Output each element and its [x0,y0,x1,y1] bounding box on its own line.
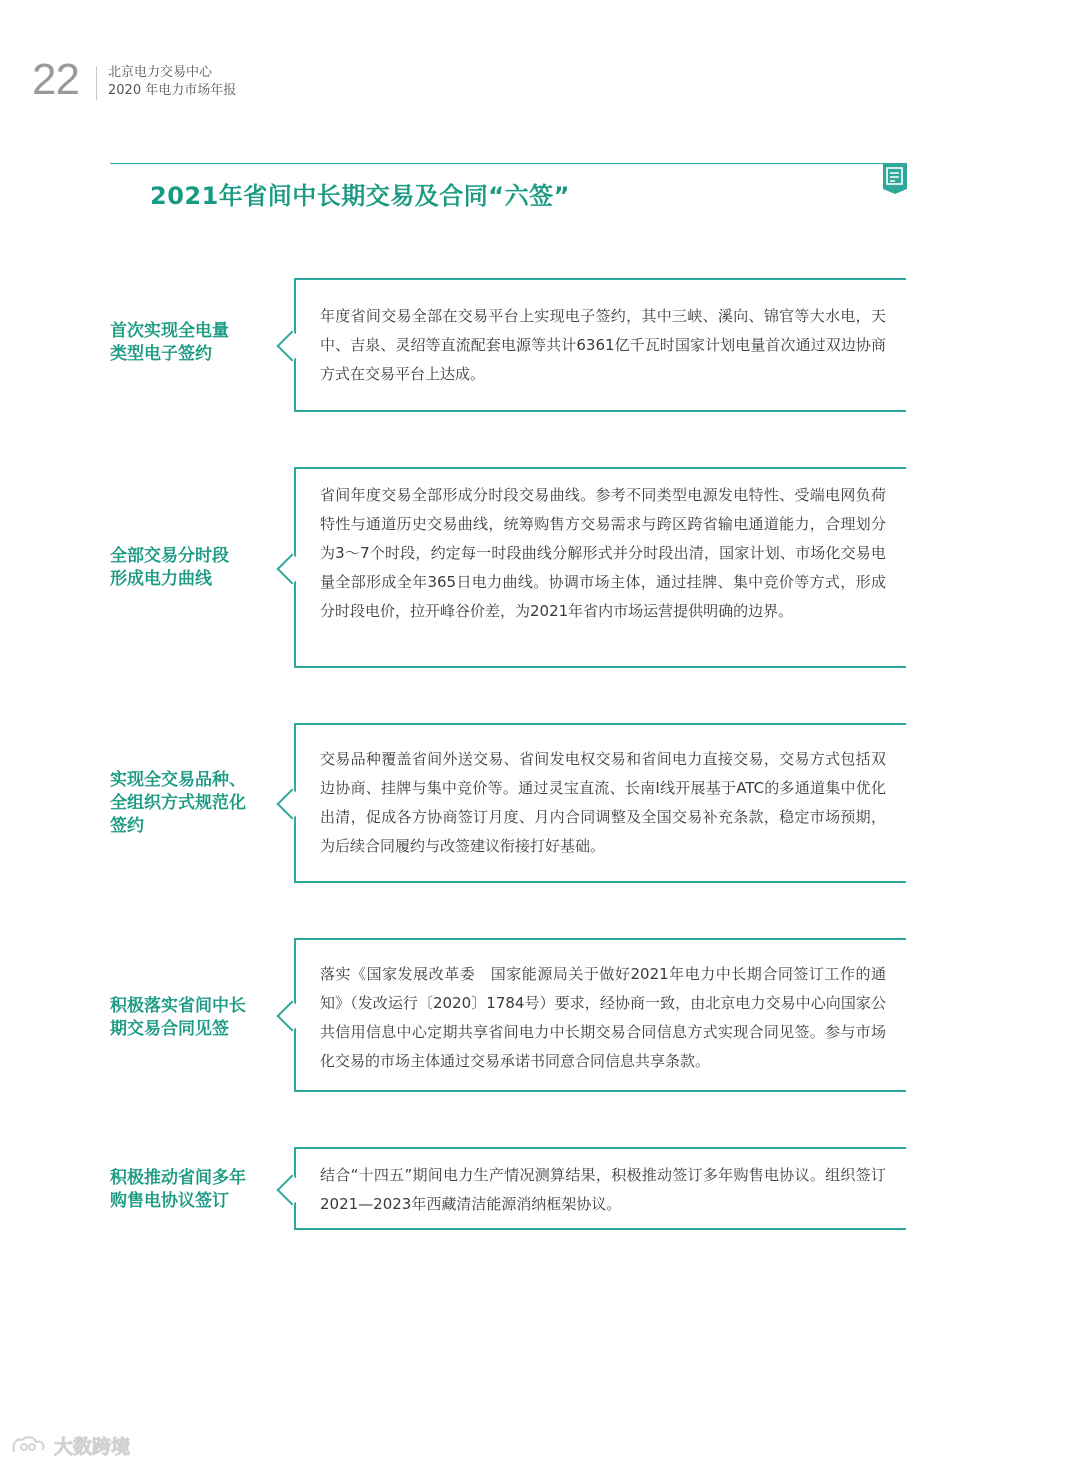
item-heading-line: 形成电力曲线 [110,569,212,589]
item-heading-line: 全部交易分时段 [110,546,229,566]
item-box-2 [294,467,906,668]
watermark-logo-icon [10,1432,50,1458]
box-pointer [276,788,307,819]
box-pointer [276,553,307,584]
header-report: 2020 年电力市场年报 [108,83,237,98]
item-text-3: 交易品种覆盖省间外送交易、省间发电权交易和省间电力直接交易，交易方式包括双边协商、挂牌与集中竞价等。通过灵宝直流、长南I线开展基于ATC的多通道集中优化出清，促成各方协商签订月度、月内合同调整及全国交易补充条款，稳定市场预期，为后续合同履约与改签建议衔接打好基础。 [320,750,886,855]
header-text [108,64,236,100]
main-title: 2021年省间中长期交易及合同“六签” [150,182,570,210]
item-heading-3 [110,769,275,838]
item-box-3 [294,723,906,883]
item-heading-line: 积极推动省间多年 [110,1168,246,1188]
item-box-5 [294,1147,906,1230]
box-pointer [276,1174,307,1205]
item-heading-line: 积极落实省间中长 [110,996,246,1016]
item-heading-5 [110,1167,275,1213]
item-box-4 [294,938,906,1092]
item-heading-line: 期交易合同见签 [110,1019,229,1039]
watermark [10,1430,130,1460]
item-text-2: 省间年度交易全部形成分时段交易曲线。参考不同类型电源发电特性、受端电网负荷特性与通道历史交易曲线，统筹购售方交易需求与跨区跨省输电通道能力，合理划分为3～7个时段，约定每一时段曲线分解形式并分时段出清，国家计划、市场化交易电量全部形成全年365日电力曲线。协调市场主体，通过挂牌、集中竞价等方式，形成分时段电价，拉开峰谷价差，为2021年省内市场运营提供明确的边界。 [320,486,886,620]
title-rule [110,163,906,164]
item-heading-2 [110,545,275,591]
item-text-4: 落实《国家发展改革委 国家能源局关于做好2021年电力中长期合同签订工作的通知》（发改运行〔2020〕1784号）要求，经协商一致，由北京电力交易中心向国家公共信用信息中心定期共享省间电力中长期交易合同信息方式实现合同见签。参与市场化交易的市场主体通过交易承诺书同意合同信息共享条款。 [320,965,886,1070]
box-pointer [276,330,307,361]
item-heading-line: 类型电子签约 [110,344,212,364]
watermark-text: 大数跨境 [54,1435,131,1458]
item-heading-line: 购售电协议签订 [110,1191,229,1211]
item-text-1: 年度省间交易全部在交易平台上实现电子签约，其中三峡、溪向、锦官等大水电，天中、吉泉、灵绍等直流配套电源等共计6361亿千瓦时国家计划电量首次通过双边协商方式在交易平台上达成。 [320,307,886,383]
item-heading-4 [110,995,275,1041]
item-text-5: 结合“十四五”期间电力生产情况测算结果，积极推动签订多年购售电协议。组织签订2021—2023年西藏清洁能源消纳框架协议。 [320,1166,886,1213]
item-heading-line: 首次实现全电量 [110,321,229,341]
document-icon [883,163,907,194]
item-heading-1 [110,320,275,366]
item-heading-line: 实现全交易品种、 [110,770,246,790]
item-heading-line: 签约 [110,816,144,836]
box-pointer [276,1000,307,1031]
header-org: 北京电力交易中心 [108,65,213,80]
item-heading-line: 全组织方式规范化 [110,793,246,813]
header-divider [96,66,97,100]
page-number: 22 [32,55,79,104]
item-box-1 [294,278,906,412]
